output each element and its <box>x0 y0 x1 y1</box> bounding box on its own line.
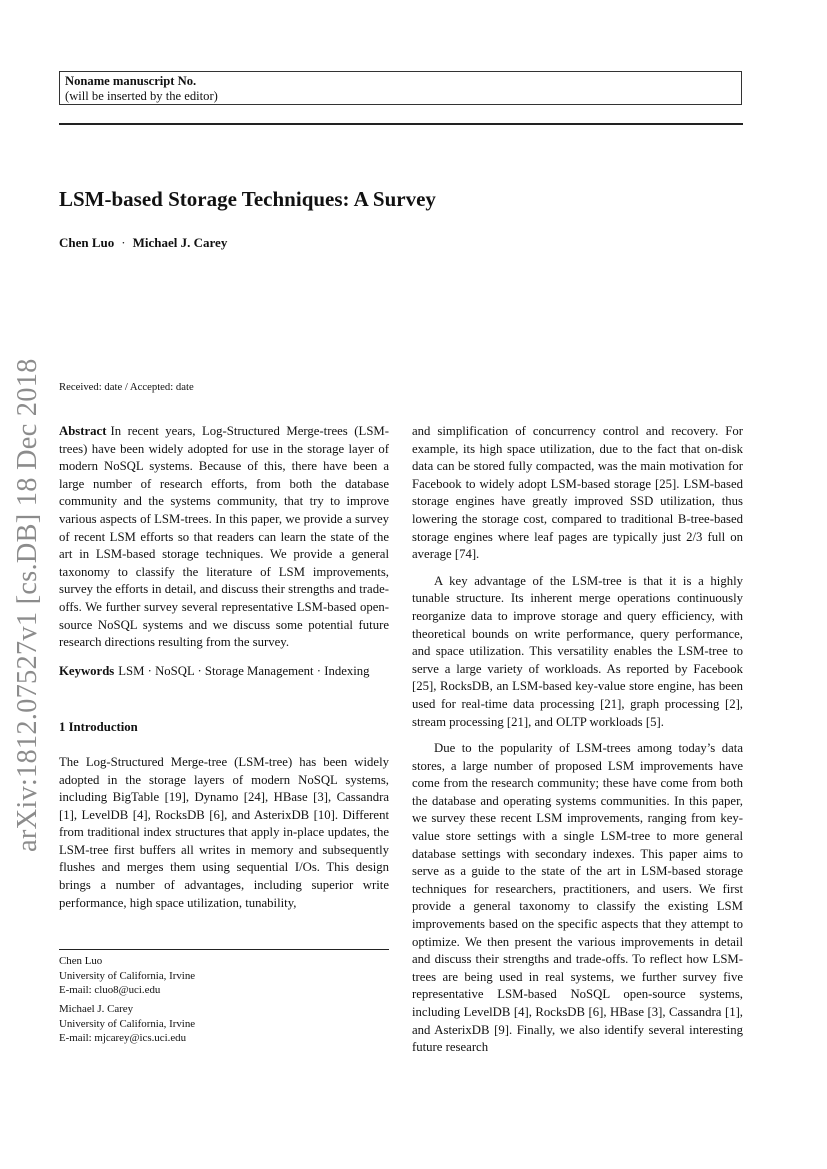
abstract-label: Abstract <box>59 424 107 438</box>
abstract-text: In recent years, Log-Structured Merge-trees (LSM-trees) have been widely adopted for use in the storage layer of modern NoSQL systems. Because of this, there have been a large number of research efforts, from both the database community and the systems community, that try to improve various aspects of LSM-trees. In this paper, we provide a survey of recent LSM efforts so that readers can learn the state of the art in LSM-based storage techniques. We provide a general taxonomy to classify the literature of LSM improvements, survey the efforts in detail, and discuss their strengths and trade-offs. We further survey several representative LSM-based open-source NoSQL systems and we discuss some potential future research directions resulting from the survey. <box>59 424 389 650</box>
footnote-name: Chen Luo <box>59 955 103 967</box>
author-separator: · <box>121 235 126 250</box>
footnote-email: E-mail: mjcarey@ics.uci.edu <box>59 1032 187 1045</box>
abstract <box>59 423 389 652</box>
header-rule <box>59 123 743 125</box>
keywords-text: LSM · NoSQL · Storage Management · Indexing <box>118 663 370 678</box>
footnote-author-2 <box>59 1002 195 1046</box>
footnote-rule <box>59 949 389 950</box>
author-name: Michael J. Carey <box>132 235 228 250</box>
body-paragraph: and simplification of concurrency control and recovery. For example, its high space utilization, due to the fact that on-disk data can be stored fully compacted, was the main motivation for Facebook to widely adopt LSM-based storage [25]. LSM-based storage engines have greatly improved SSD utilization, thus lowering the storage cost, compared to traditional B-tree-based storage engines where leaf pages are typically just 2/3 full on average [74]. <box>412 424 743 562</box>
body-paragraph: Due to the popularity of LSM-trees among today’s data stores, a large number of proposed LSM improvements have come from the research community; these have come from both the database and operating systems communities. In this paper, we survey these recent LSM improvements, ranging from key-value store settings with a single LSM-tree to more general database settings with secondary indexes. This paper aims to serve as a guide to the state of the art in LSM-based storage techniques for researchers, practitioners, and users. We first provide a general taxonomy to classify the existing LSM improvements based on the specific aspects that they attempt to optimize. We then present the various improvements in detail and discuss their strengths and trade-offs. To reflect how LSM-trees are being used in real systems, we further survey five representative LSM-based NoSQL open-source systems, including LevelDB [4], RocksDB [6], HBase [3], Cassandra [1], and AsterixDB [9]. Finally, we also identify several interesting future research <box>412 741 743 1055</box>
manuscript-number: Noname manuscript No. <box>65 74 197 88</box>
right-column <box>412 423 743 1057</box>
section-heading: 1 Introduction <box>59 720 138 735</box>
footnote-name: Michael J. Carey <box>59 1003 134 1015</box>
keywords-label: Keywords <box>59 663 115 678</box>
author-name: Chen Luo <box>59 235 115 250</box>
received-date: Received: date / Accepted: date <box>59 381 194 393</box>
editor-note-box <box>59 71 742 105</box>
author-list <box>59 235 227 251</box>
body-paragraph: A key advantage of the LSM-tree is that it is a highly tunable structure. Its inherent merge operations continuously reorganize data to improve storage and query efficiency, with theoretical bounds on write performance, query performance, and space utilization. This versatility enables the LSM-tree to serve a large variety of workloads. As reported by Facebook [25], RocksDB, an LSM-based key-value store engine, has been used for real-time data processing [21], graph processing [2], stream processing [21], and OLTP workloads [5]. <box>412 573 743 729</box>
left-column <box>59 423 389 912</box>
keywords <box>59 663 389 681</box>
footnote-author-1 <box>59 954 195 998</box>
intro-paragraph: The Log-Structured Merge-tree (LSM-tree) has been widely adopted in the storage layers of modern NoSQL systems, including BigTable [19], Dynamo [24], HBase [3], Cassandra [1], LevelDB [4], RocksDB [6], and AsterixDB [10]. Different from traditional index structures that apply in-place updates, the LSM-tree first buffers all writes in memory and subsequently flushes and merges them using sequential I/Os. This design brings a number of advantages, including superior write performance, high space utilization, tunability, <box>59 754 389 910</box>
footnote-affiliation: University of California, Irvine <box>59 969 196 982</box>
editor-note: (will be inserted by the editor) <box>65 89 218 103</box>
paper-title: LSM-based Storage Techniques: A Survey <box>59 187 436 211</box>
footnote-affiliation: University of California, Irvine <box>59 1017 196 1030</box>
arxiv-stamp: arXiv:1812.07527v1 [cs.DB] 18 Dec 2018 <box>12 358 43 852</box>
footnote-email: E-mail: cluo8@uci.edu <box>59 984 161 997</box>
